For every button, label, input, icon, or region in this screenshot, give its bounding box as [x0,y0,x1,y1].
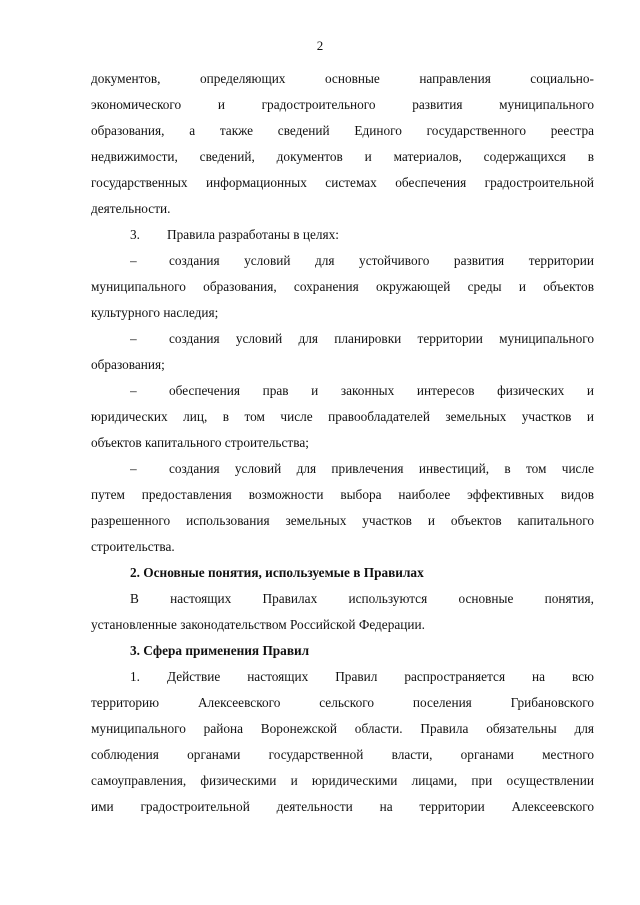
text-line: образования, а также сведений Единого государственного реестра [91,123,594,138]
item-number: 1. [130,669,140,684]
text-line: образования; [91,357,165,372]
text-line: соблюдения органами государственной власти, органами местного [91,747,594,762]
text-line: разрешенного использования земельных участков и объектов капитального [91,513,594,528]
text-line: экономического и градостроительного развития муниципального [91,97,594,112]
text-line: самоуправления, физическими и юридическими лицами, при осуществлении [91,773,594,788]
bullet-text: создания условий для привлечения инвестиций, в том числе [169,461,594,476]
text-line: недвижимости, сведений, документов и материалов, содержащихся в [91,149,594,164]
text-line: строительства. [91,539,175,554]
text-line: В настоящих Правилах используются основные понятия, [130,591,594,606]
numbered-item [130,666,594,688]
text-line: культурного наследия; [91,305,219,320]
text-line: деятельности. [91,201,171,216]
item-number: 3. [130,227,140,242]
section-heading: 2. Основные понятия, используемые в Правилах [130,565,424,580]
text-line: государственных информационных системах обеспечения градостроительной [91,175,594,190]
bullet-item [130,328,594,350]
bullet-text: создания условий для устойчивого развития территории [169,253,594,268]
bullet-item [130,380,594,402]
text-line: муниципального образования, сохранения окружающей среды и объектов [91,279,594,294]
text-line: документов, определяющих основные направления социально- [91,71,594,86]
text-line: юридических лиц, в том числе правообладателей земельных участков и [91,409,594,424]
dash-marker: – [130,253,137,268]
bullet-text: создания условий для планировки территории муниципального [169,331,594,346]
item-text: Правила разработаны в целях: [167,227,339,242]
text-line: ими градостроительной деятельности на территории Алексеевского [91,799,594,814]
page-number: 2 [316,38,324,53]
dash-marker: – [130,331,137,346]
numbered-item [130,224,594,246]
text-line: установленные законодательством Российской Федерации. [91,617,425,632]
bullet-item [130,458,594,480]
item-text: Действие настоящих Правил распространяется на всю [167,669,594,684]
text-line: муниципального района Воронежской области. Правила обязательны для [91,721,594,736]
text-line: территорию Алексеевского сельского поселения Грибановского [91,695,594,710]
dash-marker: – [130,383,137,398]
bullet-text: обеспечения прав и законных интересов физических и [169,383,594,398]
text-line: путем предоставления возможности выбора наиболее эффективных видов [91,487,594,502]
section-heading: 3. Сфера применения Правил [130,643,310,658]
dash-marker: – [130,461,137,476]
bullet-item [130,250,594,272]
text-line: объектов капитального строительства; [91,435,309,450]
